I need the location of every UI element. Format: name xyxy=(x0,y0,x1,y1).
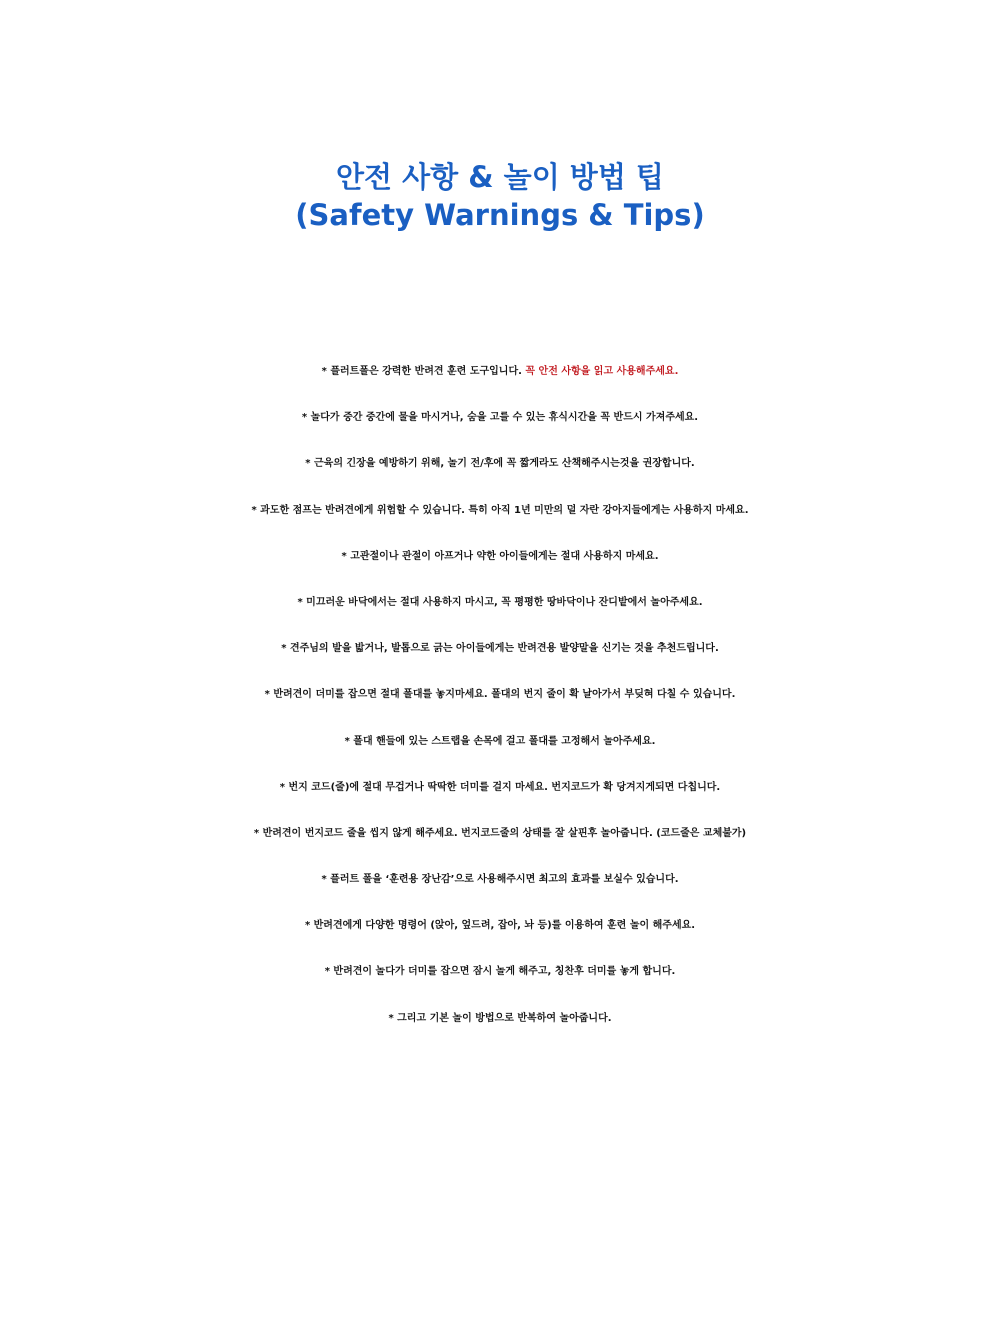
tip-highlight-text: 꼭 안전 사항을 읽고 사용해주세요. xyxy=(525,366,679,377)
tip-item xyxy=(0,862,1000,908)
tip-text: * 과도한 점프는 반려견에게 위험할 수 있습니다. 특히 아직 1년 미만의 덜 자란 강아지들에게는 사용하지 마세요. xyxy=(251,504,749,516)
tip-item xyxy=(0,539,1000,585)
tip-item xyxy=(0,354,1000,400)
tip-item xyxy=(0,908,1000,954)
tip-item xyxy=(0,770,1000,816)
title-english: (Safety Warnings & Tips) xyxy=(295,198,705,232)
tip-text: * 근육의 긴장을 예방하기 위해, 놀기 전/후에 꼭 짧게라도 산책해주시는것을 권장합니다. xyxy=(305,458,695,470)
tip-text: * 견주님의 발을 밟거나, 발톱으로 긁는 아이들에게는 반려견용 발양말을 신기는 것을 추천드립니다. xyxy=(281,643,719,655)
tip-item xyxy=(0,677,1000,723)
tip-item xyxy=(0,954,1000,1000)
tip-text: * 번지 코드(줄)에 절대 무겁거나 딱딱한 더미를 걸지 마세요. 번지코드가 확 당겨지게되면 다칩니다. xyxy=(279,781,721,793)
tip-text: * 그리고 기본 놀이 방법으로 반복하여 놀아줍니다. xyxy=(388,1012,612,1024)
tip-text: * 플러트 폴을 ‘훈련용 장난감’으로 사용해주시면 최고의 효과를 보실수 있습니다. xyxy=(321,874,679,886)
tip-text: * 반려견이 번지코드 줄을 씹지 않게 해주세요. 번지코드줄의 상태를 잘 살핀후 놀아줍니다. (코드줄은 교체불가) xyxy=(253,827,747,839)
tip-text: * 폴대 핸들에 있는 스트랩을 손목에 걸고 폴대를 고정해서 놀아주세요. xyxy=(344,735,656,747)
tip-text: * 미끄러운 바닥에서는 절대 사용하지 마시고, 꼭 평평한 땅바닥이나 잔디밭에서 놀아주세요. xyxy=(297,596,703,608)
tip-text: * 고관절이나 관절이 아프거나 약한 아이들에게는 절대 사용하지 마세요. xyxy=(341,550,659,562)
title-korean: 안전 사항 & 놀이 방법 팁 xyxy=(336,160,664,194)
tip-text: * 반려견에게 다양한 명령어 (앉아, 엎드려, 잡아, 놔 등)를 이용하여 훈련 놀이 해주세요. xyxy=(304,920,696,932)
tip-item xyxy=(0,1001,1000,1047)
tip-item xyxy=(0,493,1000,539)
tip-text: * 반려견이 놀다가 더미를 잡으면 잠시 놀게 해주고, 칭찬후 더미를 놓게 합니다. xyxy=(324,966,676,978)
tip-item xyxy=(0,585,1000,631)
tip-text: * 놀다가 중간 중간에 물을 마시거나, 숨을 고를 수 있는 휴식시간을 꼭 반드시 가져주세요. xyxy=(301,412,699,424)
tip-item xyxy=(0,724,1000,770)
tip-item xyxy=(0,816,1000,862)
tips-list xyxy=(0,354,1000,1047)
tip-item xyxy=(0,446,1000,492)
tip-text: * 플러트폴은 강력한 반려견 훈련 도구입니다. xyxy=(321,366,526,377)
tip-item xyxy=(0,631,1000,677)
tip-text: * 반려견이 더미를 잡으면 절대 폴대를 놓지마세요. 폴대의 번지 줄이 확 날아가서 부딪혀 다칠 수 있습니다. xyxy=(264,689,736,701)
page-title xyxy=(0,158,1000,234)
tip-item xyxy=(0,400,1000,446)
